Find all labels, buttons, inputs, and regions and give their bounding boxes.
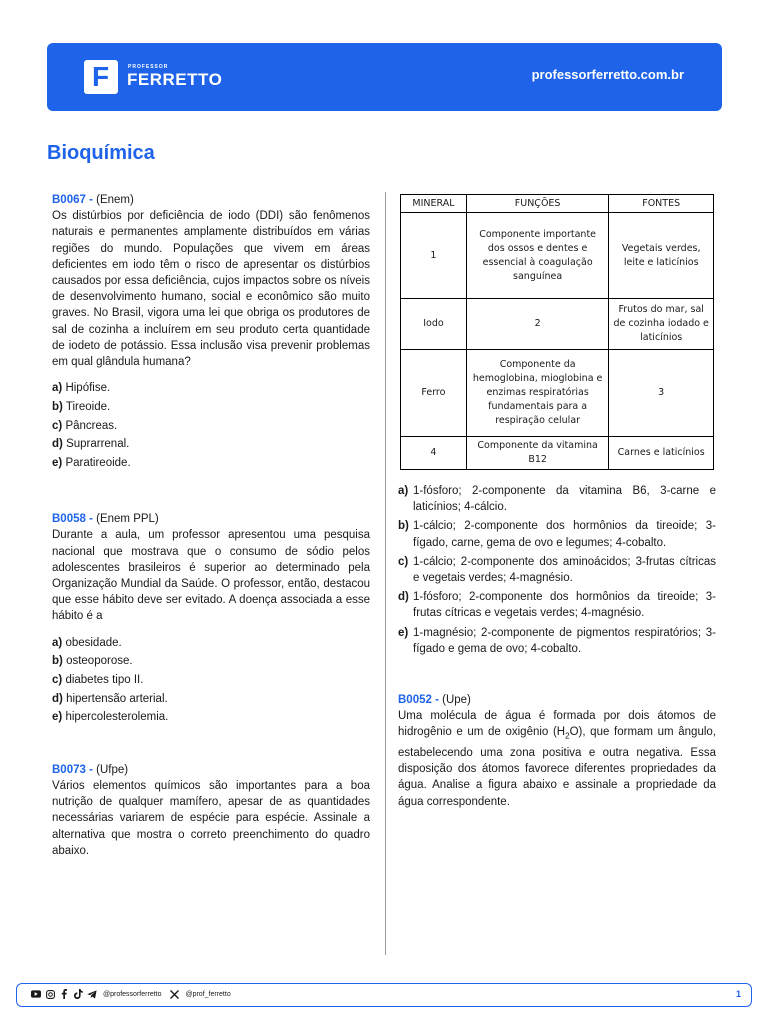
option-a[interactable]: [398, 483, 716, 515]
question-text-part: O), que formam um ângulo, estabelecendo uma zona positiva e outra negativa. Essa disposição dos átomos favorece diferentes propriedades da água. Analise a figura abaixo e assinale a propriedade da água correspondente.: [398, 726, 716, 808]
social-icons: [31, 989, 235, 999]
option-c[interactable]: [52, 418, 370, 434]
option-list: [52, 380, 370, 471]
option-letter: b): [52, 655, 63, 668]
table-header-row: [401, 195, 714, 213]
option-letter: e): [52, 711, 63, 724]
youtube-icon[interactable]: [31, 989, 41, 999]
table-cell: 1: [401, 213, 467, 299]
mineral-table: [400, 194, 714, 470]
option-b[interactable]: [52, 653, 370, 669]
logo-name: FERRETTO: [127, 70, 223, 89]
table-header: MINERAL: [401, 195, 467, 213]
table-row: [401, 213, 714, 299]
option-list: [52, 635, 370, 726]
option-text: diabetes tipo II.: [65, 674, 144, 687]
subscript: 2: [565, 731, 570, 741]
question-id: B0052 -: [398, 694, 439, 706]
column-divider: [385, 192, 386, 955]
social-handle: @professorferretto: [103, 990, 162, 998]
site-url-link[interactable]: professorferretto.com.br: [531, 67, 684, 82]
question-text: [398, 708, 716, 810]
question-source: (Enem PPL): [96, 513, 159, 526]
option-letter: d): [52, 692, 63, 705]
option-d[interactable]: [52, 691, 370, 707]
facebook-icon[interactable]: [59, 989, 69, 999]
option-d[interactable]: [52, 436, 370, 452]
table-cell: Componente da hemoglobina, mioglobina e enzimas respiratórias fundamentais para a respiração celular: [466, 350, 609, 437]
option-letter: c): [52, 674, 63, 687]
table-row: [401, 437, 714, 470]
table-cell: Carnes e laticínios: [609, 437, 714, 470]
question-text-part: Uma molécula de água é formada por dois átomos de hidrogênio e um de oxigênio (H: [398, 710, 716, 739]
option-text: Pâncreas.: [65, 419, 118, 432]
question-text: Durante a aula, um professor apresentou uma pesquisa nacional que mostrava que o consumo de sódio pelos adolescentes brasileiros é superior ao determinado pela Organização Mundial da Saúde. O professor, então, destacou que esse hábito deve ser evitado. A doença associada a esse hábito é a: [52, 529, 370, 623]
option-e[interactable]: [52, 455, 370, 471]
option-text: 1-fósforo; 2-componente dos hormônios da tireoide; 3-frutas cítricas e vegetais verdes; 4-magnésio.: [413, 591, 716, 620]
table-cell: 2: [466, 299, 609, 350]
option-e[interactable]: [52, 709, 370, 725]
table-cell: Componente da vitamina B12: [466, 437, 609, 470]
option-text: 1-cálcio; 2-componente dos hormônios da tireoide; 3-fígado, carne, gema de ovo e legumes; 4-cobalto.: [413, 520, 716, 549]
option-text: Tireoide.: [65, 400, 111, 413]
option-text: 1-cálcio; 2-componente dos aminoácidos; 3-frutas cítricas e vegetais verdes; 4-magnésio.: [413, 555, 716, 585]
logo-subtitle: PROFESSOR: [128, 64, 169, 70]
header-banner: [47, 43, 722, 111]
q3-option-list: [398, 483, 716, 660]
option-letter: b): [52, 400, 63, 413]
option-letter: a): [52, 636, 63, 649]
option-c[interactable]: [52, 672, 370, 688]
question-source: (Upe): [442, 694, 471, 706]
question-b0073: [52, 762, 370, 859]
option-e[interactable]: [398, 625, 716, 657]
table-cell: Ferro: [401, 350, 467, 437]
option-text: 1-fósforo; 2-componente da vitamina B6, 3-carne e laticínios; 4-cálcio.: [413, 485, 716, 514]
table-header: FONTES: [609, 195, 714, 213]
option-text: 1-magnésio; 2-componente de pigmentos respiratórios; 3-fígado e gema de ovo; 4-cobalto.: [413, 626, 716, 655]
option-letter: c): [398, 555, 409, 568]
option-text: Hipófise.: [65, 382, 111, 395]
ferretto-logo-icon: [84, 60, 118, 94]
table-cell: Componente importante dos ossos e dentes e essencial à coagulação sanguínea: [466, 213, 609, 299]
table-row: [401, 350, 714, 437]
option-letter: a): [52, 382, 63, 395]
option-a[interactable]: [52, 635, 370, 651]
question-b0052: [398, 692, 716, 810]
option-letter: e): [52, 457, 63, 470]
option-letter: d): [398, 591, 409, 604]
page-title: Bioquímica: [47, 142, 155, 164]
option-letter: b): [398, 520, 409, 533]
option-letter: e): [398, 626, 409, 639]
option-text: obesidade.: [65, 636, 122, 649]
table-cell: 3: [609, 350, 714, 437]
question-id: B0058 -: [52, 513, 93, 526]
question-text: Os distúrbios por deficiência de iodo (DDI) são fenômenos naturais e permanentes amplamente distribuídos em várias regiões do mundo. Populações que vivem em áreas deficientes em iodo têm o risco de apresentar os distúrbios causados por essa deficiência, cujos impactos sobre os níveis de desenvolvimento humano, social e econômico são muito graves. No Brasil, vigora uma lei que obriga os produtores de sal de cozinha a incluírem em seu produto certa quantidade de iodeto de potássio. Essa inclusão visa prevenir problemas em qual glândula humana?: [52, 210, 370, 369]
page-number: 1: [735, 989, 741, 999]
option-text: Paratireoide.: [65, 457, 131, 470]
x-twitter-icon[interactable]: [169, 989, 179, 999]
table-header: FUNÇÕES: [466, 195, 609, 213]
option-b[interactable]: [398, 518, 716, 550]
option-c[interactable]: [398, 554, 716, 586]
option-text: osteoporose.: [66, 655, 133, 668]
question-id: B0067 -: [52, 194, 93, 206]
option-text: hipertensão arterial.: [66, 692, 168, 705]
table-cell: Iodo: [401, 299, 467, 350]
table-cell: Frutos do mar, sal de cozinha iodado e laticínios: [609, 299, 714, 350]
option-b[interactable]: [52, 399, 370, 415]
footer-bar: [16, 983, 752, 1007]
instagram-icon[interactable]: [45, 989, 55, 999]
option-letter: d): [52, 438, 63, 451]
question-text: Vários elementos químicos são importantes para a boa nutrição de qualquer mamífero, apesar de as quantidades necessárias variarem de espécie para espécie. Assinale a alternativa que mostra o correto preenchimento do quadro abaixo.: [52, 779, 370, 857]
table-cell: 4: [401, 437, 467, 470]
option-d[interactable]: [398, 589, 716, 621]
left-column: [52, 192, 370, 877]
option-a[interactable]: [52, 380, 370, 396]
option-text: hipercolesterolemia.: [65, 711, 169, 724]
question-source: (Ufpe): [96, 763, 129, 776]
option-letter: a): [398, 485, 409, 497]
question-b0067: [52, 192, 370, 471]
question-id: B0073 -: [52, 763, 93, 776]
logo-letter: F: [92, 61, 110, 92]
table-cell: Vegetais verdes, leite e laticínios: [609, 213, 714, 299]
question-b0058: [52, 511, 370, 725]
question-source: (Enem): [96, 194, 134, 206]
option-letter: c): [52, 419, 63, 432]
social-handle: @prof_ferretto: [185, 990, 231, 998]
table-row: [401, 299, 714, 350]
option-text: Suprarrenal.: [66, 438, 130, 451]
telegram-icon[interactable]: [87, 989, 97, 999]
tiktok-icon[interactable]: [73, 989, 83, 999]
